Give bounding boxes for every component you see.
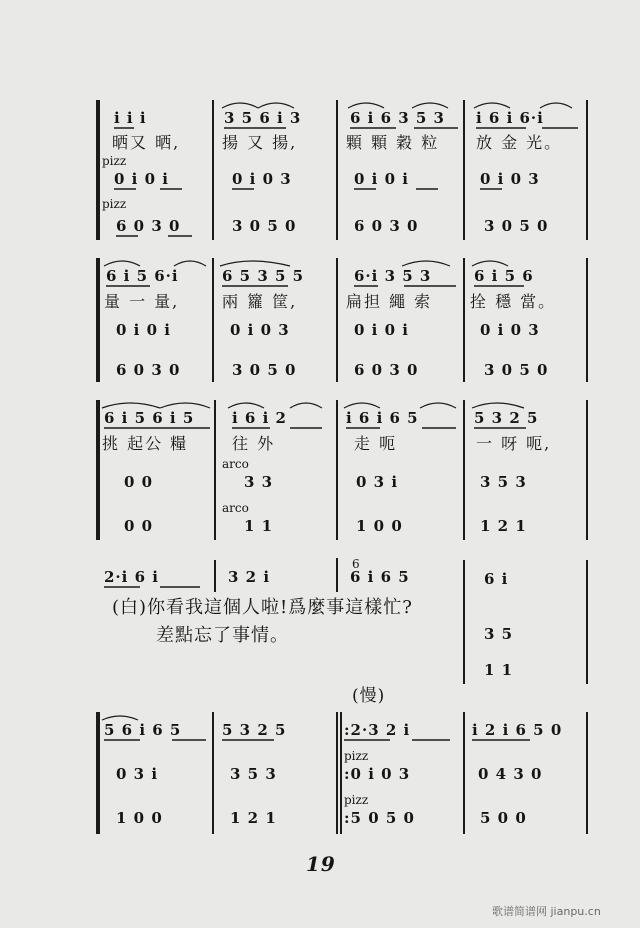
strings-measure: 0 4 3 0 xyxy=(478,765,543,783)
strings-measure: 3 0 5 0 xyxy=(232,361,297,379)
melody-measure: i 6 i 2 xyxy=(232,409,287,427)
strings-measure: 3 3 xyxy=(244,473,274,491)
barline xyxy=(463,712,465,834)
page-number: 19 xyxy=(306,852,336,876)
melody-measure: 3 2 i xyxy=(228,568,271,586)
spoken-dialogue-line: 差點忘了事情。 xyxy=(156,625,289,646)
melody-measure: i 6 i 6 5 xyxy=(346,409,419,427)
melody-measure: 6 i 5 6 i 5 xyxy=(104,409,195,427)
strings-measure: 3 5 3 xyxy=(230,765,277,783)
barline xyxy=(212,258,214,382)
tempo-marking: (慢) xyxy=(352,686,386,706)
melody-measure: 6·i 3 5 3 xyxy=(354,267,432,285)
barline xyxy=(336,100,338,240)
strings-measure: 3 5 xyxy=(484,625,514,643)
system-1-start-bar xyxy=(96,100,100,240)
lyric-line: 兩 籮 筐, xyxy=(222,292,298,311)
lyric-line: 拴 穩 當。 xyxy=(470,292,557,311)
strings-measure: 0 i 0 i xyxy=(114,170,169,188)
strings-measure: 1 2 1 xyxy=(480,517,527,535)
strings-measure: 0 i 0 3 xyxy=(230,321,290,339)
strings-measure: 1 1 xyxy=(484,661,514,679)
strings-measure: 0 3 i xyxy=(116,765,159,783)
strings-measure: 3 5 3 xyxy=(480,473,527,491)
lyric-line: 晒又 晒, xyxy=(112,133,181,152)
barline xyxy=(463,258,465,382)
strings-measure: 0 i 0 i xyxy=(116,321,171,339)
pizz-label: pizz xyxy=(102,197,127,211)
strings-measure: 0 0 xyxy=(124,473,154,491)
lyric-line: 揚 又 揚, xyxy=(222,133,298,152)
barline xyxy=(586,560,588,684)
strings-measure: 3 0 5 0 xyxy=(232,217,297,235)
melody-measure: 6 i xyxy=(484,570,509,588)
barline xyxy=(586,258,588,382)
pizz-label: pizz xyxy=(344,749,369,763)
strings-measure: 6 0 3 0 xyxy=(116,217,181,235)
melody-measure: 3 5 6 i 3 xyxy=(224,109,302,127)
site-watermark: 歌谱简谱网 jianpu.cn xyxy=(492,905,601,918)
barline xyxy=(212,100,214,240)
barline xyxy=(336,712,338,834)
pizz-label: pizz xyxy=(102,154,127,168)
strings-measure: 3 0 5 0 xyxy=(484,361,549,379)
strings-measure: 0 i 0 i xyxy=(354,170,409,188)
strings-measure: 1 1 xyxy=(244,517,274,535)
barline xyxy=(214,560,216,592)
lyric-line: 一 呀 呃, xyxy=(476,434,552,453)
barline xyxy=(463,560,465,684)
strings-measure: 3 0 5 0 xyxy=(484,217,549,235)
strings-measure: 6 0 3 0 xyxy=(354,361,419,379)
melody-measure: :2·3 2 i xyxy=(344,721,411,739)
strings-measure: 0 i 0 3 xyxy=(480,170,540,188)
lyric-line: 顆 顆 穀 粒 xyxy=(346,133,440,152)
melody-measure: 5 3 2 5 xyxy=(474,409,539,427)
spoken-dialogue-line: (白)你看我這個人啦!爲麼事這樣忙? xyxy=(112,597,413,618)
strings-measure: 0 0 xyxy=(124,517,154,535)
melody-measure: 6 i 5 6·i xyxy=(106,267,179,285)
barline xyxy=(463,400,465,540)
melody-measure: i 6 i 6·i xyxy=(476,109,544,127)
system-3-start-bar xyxy=(96,400,100,540)
barline xyxy=(586,712,588,834)
strings-measure: 0 i 0 i xyxy=(354,321,409,339)
barline xyxy=(336,400,338,540)
strings-measure: 5 0 0 xyxy=(480,809,527,827)
strings-measure: 1 0 0 xyxy=(116,809,163,827)
lyric-line: 往 外 xyxy=(232,434,276,453)
strings-measure: 0 i 0 3 xyxy=(232,170,292,188)
melody-measure: 2·i 6 i xyxy=(104,568,159,586)
barline xyxy=(212,712,214,834)
barline xyxy=(214,400,216,540)
strings-measure: 6 0 3 0 xyxy=(116,361,181,379)
melody-measure: 6 i 6 3 5 3 xyxy=(350,109,445,127)
strings-measure: 1 0 0 xyxy=(356,517,403,535)
strings-measure: :5 0 5 0 xyxy=(344,809,415,827)
grace-note: 6 xyxy=(352,557,360,571)
lyric-line: 放 金 光。 xyxy=(476,133,563,152)
lyric-line: 量 一 量, xyxy=(104,292,180,311)
barline xyxy=(463,100,465,240)
barline xyxy=(586,100,588,240)
melody-measure: 5 3 2 5 xyxy=(222,721,287,739)
lyric-line: 扁担 繩 索 xyxy=(346,292,433,311)
pizz-label: pizz xyxy=(344,793,369,807)
strings-measure: 0 3 i xyxy=(356,473,399,491)
system-2-start-bar xyxy=(96,258,100,382)
melody-measure: 5 6 i 6 5 xyxy=(104,721,182,739)
barline xyxy=(336,258,338,382)
strings-measure: 6 0 3 0 xyxy=(354,217,419,235)
lyric-line: 走 呃 xyxy=(354,434,398,453)
strings-measure: 0 i 0 3 xyxy=(480,321,540,339)
melody-measure: i 2 i 6 5 0 xyxy=(472,721,563,739)
barline xyxy=(586,400,588,540)
melody-measure: 6 5 3 5 5 xyxy=(222,267,305,285)
strings-measure: 1 2 1 xyxy=(230,809,277,827)
arco-label: arco xyxy=(222,501,249,515)
barline xyxy=(340,712,342,834)
barline xyxy=(336,558,338,592)
strings-measure: :0 i 0 3 xyxy=(344,765,411,783)
melody-measure: 6 i 5 6 xyxy=(474,267,534,285)
system-5-start-bar xyxy=(96,712,100,834)
lyric-line: 挑 起公 糧 xyxy=(102,434,189,453)
melody-measure: 6 i 6 5 xyxy=(350,568,410,586)
arco-label: arco xyxy=(222,457,249,471)
melody-measure: i i i xyxy=(114,109,147,127)
